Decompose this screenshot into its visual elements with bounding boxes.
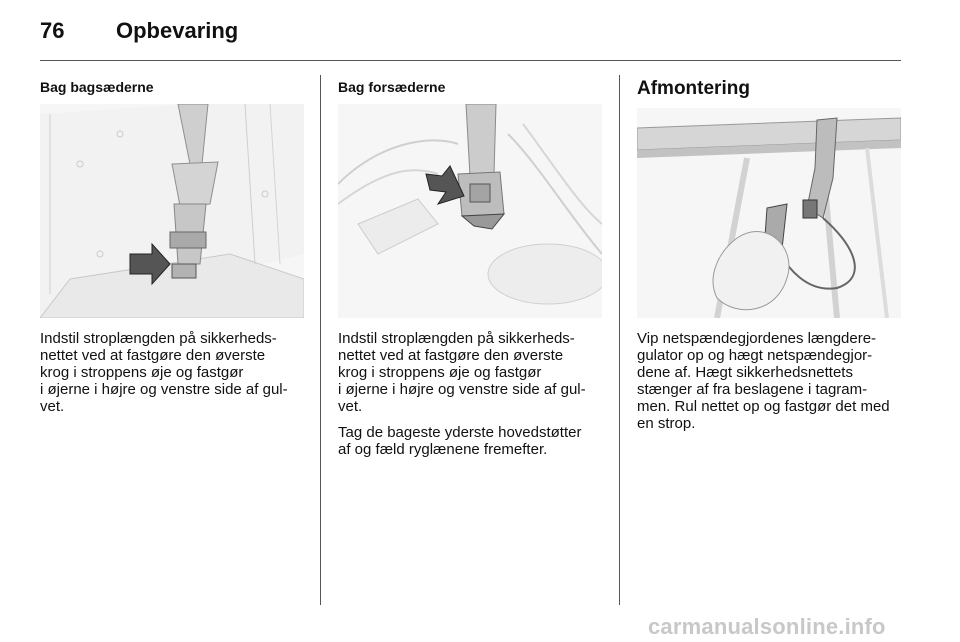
subheading-rear-seats: Bag bagsæderne [40, 79, 154, 95]
paragraph-removal: Vip netspændegjordenes længdere- gulator op og hægt netspændegjor- dene af. Hægt sikkerhedsnettets stænger af fra beslagene i tagram- men. Rul nettet op og fastgør det med en strop. [637, 330, 890, 432]
column-divider-2 [619, 75, 620, 605]
paragraph-headrests: Tag de bageste yderste hovedstøtter af og fæld ryglænene fremefter. [338, 424, 582, 458]
illustration-removal [637, 108, 901, 318]
page-number: 76 [40, 18, 65, 43]
page-title: Opbevaring [116, 18, 239, 43]
illustration-rear-seats [40, 104, 304, 318]
heading-removal: Afmontering [637, 78, 750, 99]
watermark: carmanualsonline.info [648, 614, 886, 639]
paragraph-rear-seats: Indstil stroplængden på sikkerheds- nettet ved at fastgøre den øverste krog i stroppens øje og fastgør i øjerne i højre og venstre side af gul- vet. [40, 330, 288, 415]
subheading-front-seats: Bag forsæderne [338, 79, 446, 95]
header-divider [40, 60, 901, 61]
paragraph-front-seats: Indstil stroplængden på sikkerheds- nettet ved at fastgøre den øverste krog i stroppens øje og fastgør i øjerne i højre og venstre side af gul- vet. [338, 330, 586, 415]
illustration-front-seats [338, 104, 602, 318]
column-divider-1 [320, 75, 321, 605]
